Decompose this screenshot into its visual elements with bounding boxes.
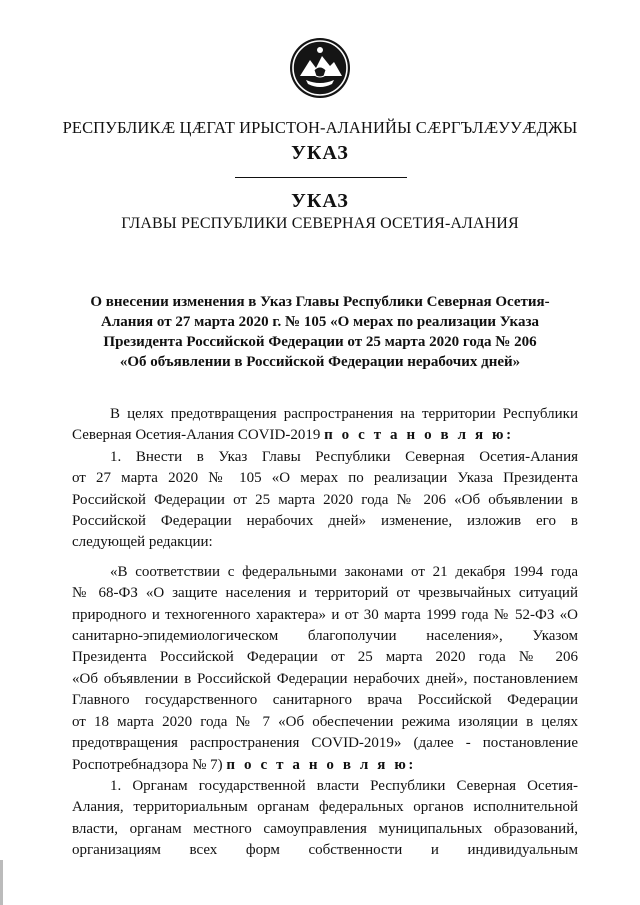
paragraph-line: Российской Федерации нерабочих дней» изменение, изложив его в <box>72 513 578 530</box>
paragraph-line <box>72 425 578 446</box>
paragraph-line: Президента Российской Федерации от 25 марта 2020 года № 206 <box>72 649 578 666</box>
paragraph-line: природного и техногенного характера» и от 30 марта 1999 года № 52-ФЗ «О <box>72 606 578 623</box>
paragraph-text: Роспотребнадзора № 7) <box>72 756 227 773</box>
paragraph-line: «В соответствии с федеральными законами от 21 декабря 1994 года <box>110 563 578 580</box>
paragraph-line: 1. Органам государственной власти Республики Северная Осетия- <box>110 777 578 794</box>
paragraph-line: Российской Федерации от 25 марта 2020 года № 206 «Об объявлении в <box>72 491 578 508</box>
decree-body <box>72 404 578 862</box>
coat-of-arms-emblem-icon <box>288 36 352 100</box>
paragraph-line: от 27 марта 2020 № 105 «О мерах по реализации Указа Президента <box>72 470 578 487</box>
russian-header: ГЛАВЫ РЕСПУБЛИКИ СЕВЕРНАЯ ОСЕТИЯ-АЛАНИЯ <box>121 215 519 232</box>
paragraph-line: «Об объявлении в Российской Федерации нерабочих дней», постановлением <box>72 670 578 687</box>
paragraph-line: Алания, территориальным органам федеральных органов исполнительной <box>72 799 578 816</box>
paragraph-line: от 18 марта 2020 года № 7 «Об обеспечении режима изоляции в целях <box>72 713 578 730</box>
paragraph-line <box>72 755 578 776</box>
paragraph-line: № 68-ФЗ «О защите населения и территорий от чрезвычайных ситуаций <box>72 585 578 602</box>
decree-title <box>0 292 640 372</box>
title-line: «Об объявлении в Российской Федерации нерабочих дней» <box>119 354 521 370</box>
ukaz-heading-russian: УКАЗ <box>291 190 349 212</box>
paragraph-line: 1. Внести в Указ Главы Республики Северная Осетия-Алания <box>110 448 578 465</box>
title-line: Президента Российской Федерации от 25 марта 2020 года № 206 <box>103 334 537 350</box>
scan-edge-shadow <box>0 860 3 905</box>
ukaz-heading-ossetian: УКАЗ <box>291 142 349 164</box>
divider-line <box>235 177 407 178</box>
postanovlyayu-word: п о с т а н о в л я ю: <box>324 427 514 444</box>
postanovlyayu-word: п о с т а н о в л я ю: <box>226 756 417 773</box>
title-line: О внесении изменения в Указ Главы Республики Северная Осетия- <box>90 294 550 310</box>
paragraph-line: следующей редакции: <box>72 534 213 551</box>
paragraph-line: предотвращения распространения COVID-2019» (далее - постановление <box>72 735 578 752</box>
paragraph-line: Главного государственного санитарного врача Российской Федерации <box>72 692 578 709</box>
paragraph-line: организациям всех форм собственности и индивидуальным <box>72 842 578 859</box>
paragraph-text: Северная Осетия-Алания COVID-2019 <box>72 427 325 444</box>
paragraph-line: власти, органам местного самоуправления муниципальных образований, <box>72 820 578 837</box>
paragraph-line: санитарно-эпидемиологическом благополучии населения», Указом <box>72 628 578 645</box>
ossetian-header: РЕСПУБЛИКӔ ЦӔГАТ ИРЫСТОН-АЛАНИЙЫ СӔРГЪЛӔУУӔДЖЫ <box>62 118 578 137</box>
title-line: Алания от 27 марта 2020 г. № 105 «О мерах по реализации Указа <box>101 314 539 330</box>
paragraph-line: В целях предотвращения распространения на территории Республики <box>110 406 578 422</box>
